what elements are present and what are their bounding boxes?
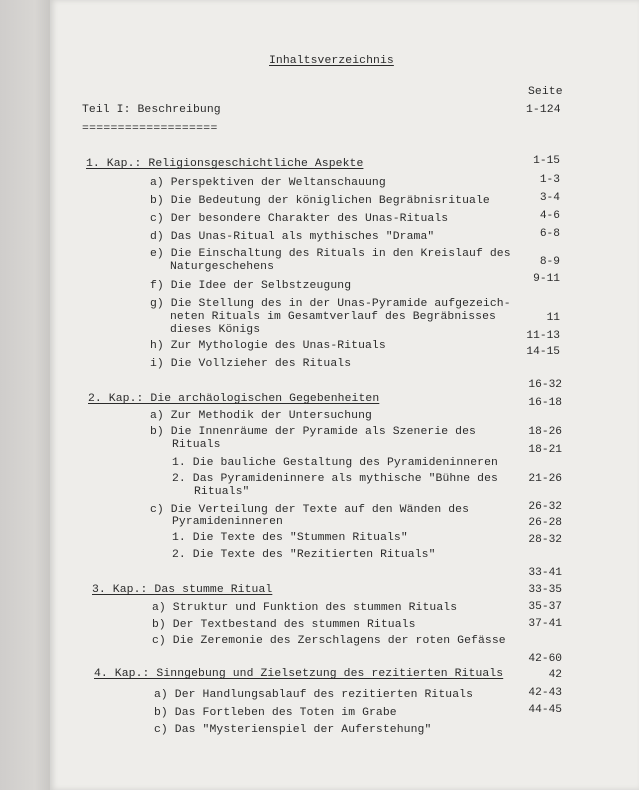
toc-entry: d) Das Unas-Ritual als mythisches "Drama" <box>150 231 435 243</box>
toc-entry: c) Die Verteilung der Texte auf den Wänden des <box>150 504 470 516</box>
chapter-pages: 42-60 <box>528 653 562 665</box>
toc-entry: 2. Die Texte des "Rezitierten Rituals" <box>172 549 436 561</box>
toc-pages: 42 <box>548 669 562 681</box>
double-rule: =================== <box>82 123 218 135</box>
toc-entry: 1. Die bauliche Gestaltung des Pyramideninneren <box>172 457 498 469</box>
toc-pages: 18-21 <box>528 444 562 456</box>
toc-pages: 8-9 <box>539 256 560 268</box>
toc-entry-cont: Rituals" <box>194 486 250 498</box>
toc-pages: 6-8 <box>539 228 560 240</box>
toc-pages: 35-37 <box>528 601 562 613</box>
toc-pages: 11 <box>546 312 560 324</box>
toc-pages: 26-32 <box>528 501 562 513</box>
toc-pages: 26-28 <box>528 517 562 529</box>
toc-pages: 16-18 <box>528 397 562 409</box>
toc-entry: c) Das "Mysterienspiel der Auferstehung" <box>154 724 432 736</box>
toc-pages: 21-26 <box>528 473 562 485</box>
chapter-pages: 33-41 <box>528 567 562 579</box>
toc-entry: b) Die Innenräume der Pyramide als Szenerie des <box>150 426 476 438</box>
toc-entry: 1. Die Texte des "Stummen Rituals" <box>172 532 408 544</box>
chapter-heading: 1. Kap.: Religionsgeschichtliche Aspekte <box>86 158 364 170</box>
toc-pages: 9-11 <box>533 273 560 285</box>
toc-pages: 4-6 <box>539 210 560 222</box>
toc-pages: 1-3 <box>539 174 560 186</box>
toc-entry-cont: dieses Königs <box>170 324 261 336</box>
toc-entry: g) Die Stellung des in der Unas-Pyramide aufgezeich- <box>150 298 511 310</box>
toc-pages: 37-41 <box>528 618 562 630</box>
chapter-heading: 2. Kap.: Die archäologischen Gegebenheiten <box>88 393 380 405</box>
toc-entry: a) Struktur und Funktion des stummen Rituals <box>152 602 458 614</box>
chapter-pages: 1-15 <box>533 155 560 167</box>
toc-entry: c) Die Zeremonie des Zerschlagens der roten Gefässe <box>152 635 506 647</box>
toc-pages: 33-35 <box>528 584 562 596</box>
seite-label: Seite <box>528 86 563 98</box>
teil-label: Teil I: Beschreibung <box>82 104 221 116</box>
toc-entry: h) Zur Mythologie des Unas-Rituals <box>150 340 386 352</box>
toc-entry: b) Das Fortleben des Toten im Grabe <box>154 707 397 719</box>
toc-entry: f) Die Idee der Selbstzeugung <box>150 280 352 292</box>
toc-entry: i) Die Vollzieher des Rituals <box>150 358 352 370</box>
toc-entry: a) Perspektiven der Weltanschauung <box>150 177 386 189</box>
toc-pages: 44-45 <box>528 704 562 716</box>
toc-pages: 3-4 <box>539 192 560 204</box>
toc-pages: 28-32 <box>528 534 562 546</box>
toc-entry: c) Der besondere Charakter des Unas-Rituals <box>150 213 449 225</box>
book-gutter <box>0 0 50 790</box>
toc-entry-cont: Rituals <box>172 439 221 451</box>
toc-entry: b) Der Textbestand des stummen Rituals <box>152 619 416 631</box>
toc-entry-cont: Pyramideninneren <box>172 516 283 528</box>
toc-entry: e) Die Einschaltung des Rituals in den Kreislauf des <box>150 248 511 260</box>
toc-entry: 2. Das Pyramideninnere als mythische "Bühne des <box>172 473 498 485</box>
toc-entry: a) Zur Methodik der Untersuchung <box>150 410 372 422</box>
chapter-pages: 16-32 <box>528 379 562 391</box>
document-page <box>50 0 639 790</box>
toc-entry: a) Der Handlungsablauf des rezitierten Rituals <box>154 689 474 701</box>
toc-pages: 42-43 <box>528 687 562 699</box>
toc-entry: b) Die Bedeutung der königlichen Begräbnisrituale <box>150 195 490 207</box>
chapter-heading: 3. Kap.: Das stumme Ritual <box>92 584 273 596</box>
chapter-heading: 4. Kap.: Sinngebung und Zielsetzung des rezitierten Rituals <box>94 668 504 680</box>
toc-pages: 11-13 <box>526 330 560 342</box>
toc-entry-cont: Naturgeschehens <box>170 261 275 273</box>
teil-pages: 1-124 <box>526 104 561 116</box>
toc-pages: 14-15 <box>526 346 560 358</box>
toc-pages: 18-26 <box>528 426 562 438</box>
page-title: Inhaltsverzeichnis <box>269 55 394 67</box>
toc-entry-cont: neten Rituals im Gesamtverlauf des Begräbnisses <box>170 311 496 323</box>
